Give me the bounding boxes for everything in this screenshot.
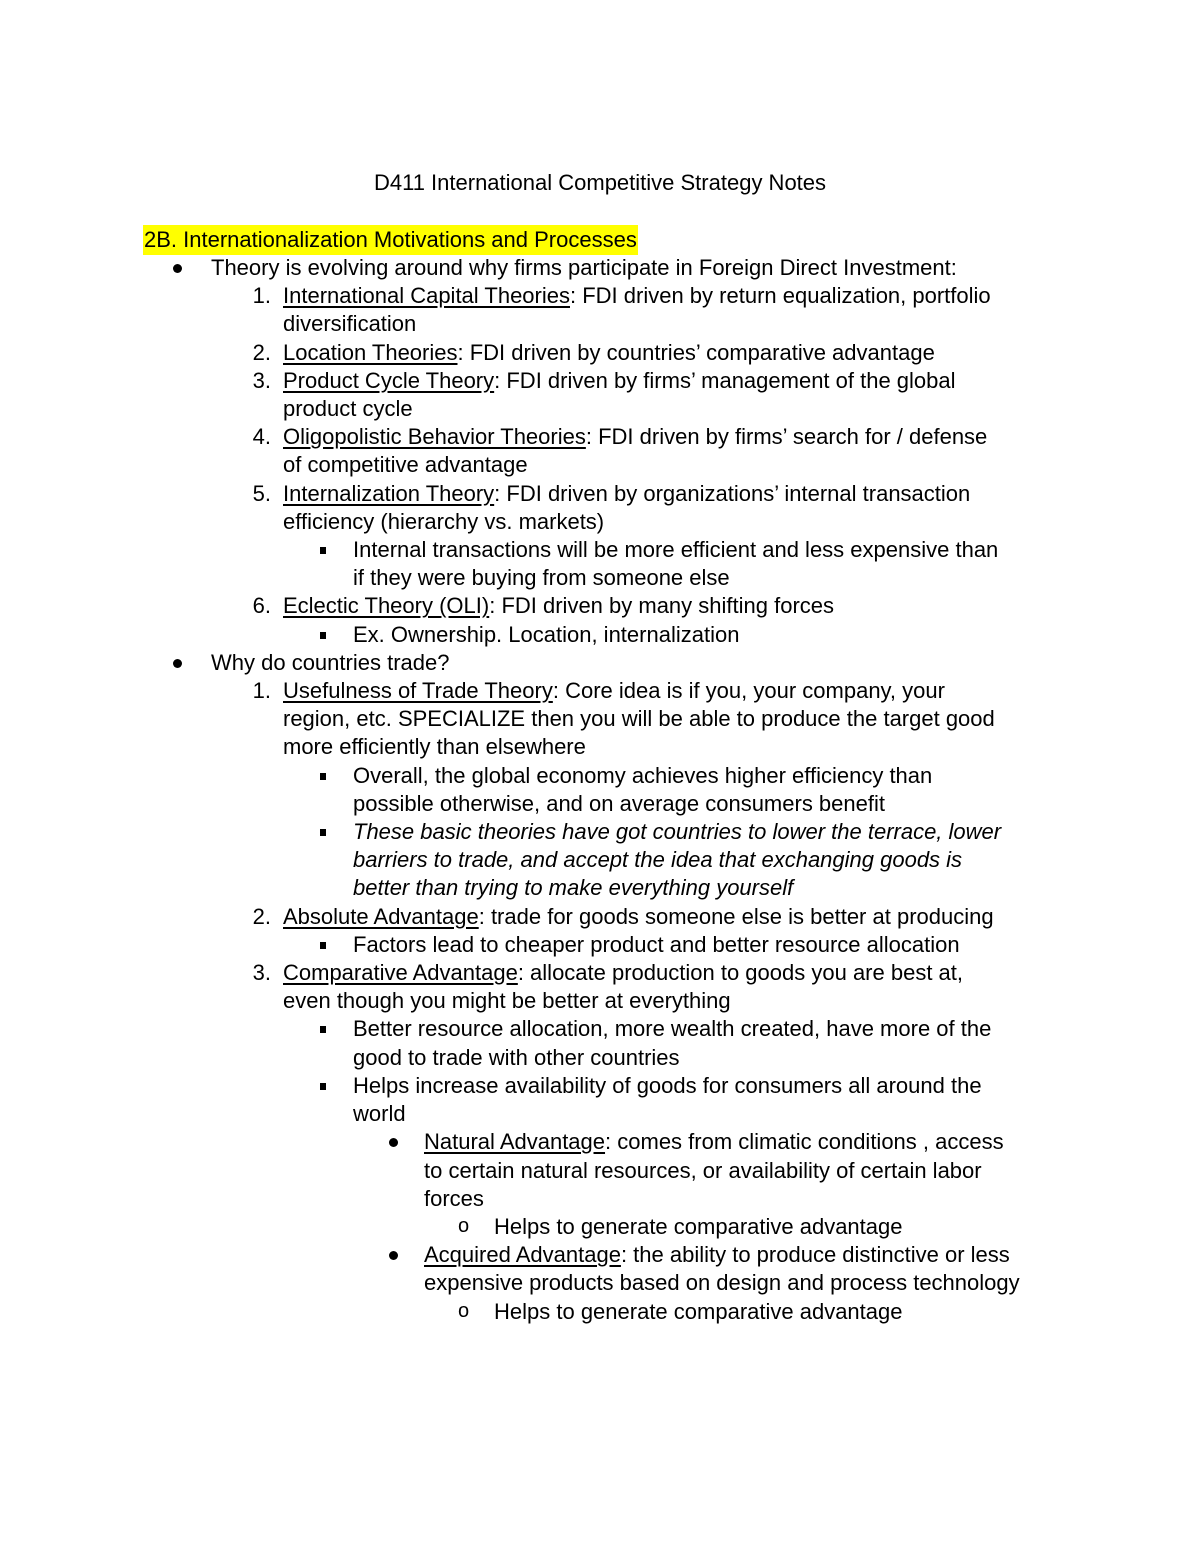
item-text (353, 621, 1080, 649)
item-term: Oligopolistic Behavior Theories (283, 424, 586, 450)
list-item (0, 282, 1200, 338)
list-item (0, 536, 1200, 592)
item-continuation: efficiency (hierarchy vs. markets) (283, 508, 605, 534)
item-text (494, 1298, 1080, 1326)
item-text (283, 367, 1080, 423)
bullet-dot-icon (173, 264, 182, 273)
list-item (0, 621, 1200, 649)
bullet-circle-icon: o (458, 1299, 470, 1322)
item-description: Internal transactions will be more efficient and less expensive than (353, 537, 999, 563)
item-description: : FDI driven by countries’ comparative advantage (457, 339, 935, 365)
item-continuation: even though you might be better at everything (283, 988, 731, 1014)
item-continuation: product cycle (283, 396, 413, 422)
list-item (0, 339, 1200, 367)
list-item (0, 903, 1200, 931)
item-term: Eclectic Theory (OLI) (283, 593, 490, 619)
item-text (283, 592, 1080, 620)
list-item (0, 1128, 1200, 1213)
item-description: Factors lead to cheaper product and better resource allocation (353, 931, 960, 957)
list-number: 1. (252, 283, 271, 309)
item-text (353, 1015, 1080, 1071)
item-text (353, 1072, 1080, 1128)
item-description: Helps to generate comparative advantage (494, 1298, 903, 1324)
item-text (283, 677, 1080, 762)
list-item (0, 423, 1200, 479)
item-term: International Capital Theories (283, 283, 570, 309)
bullet-square-icon (320, 829, 326, 836)
item-continuation: possible otherwise, and on average consumers benefit (353, 790, 885, 816)
item-text (211, 254, 1080, 282)
list-item (0, 592, 1200, 620)
item-text (283, 959, 1080, 1015)
item-text (283, 339, 1080, 367)
item-term: Absolute Advantage (283, 903, 479, 929)
list-item (0, 931, 1200, 959)
item-description: : Core idea is if you, your company, your (552, 678, 945, 704)
item-text (283, 282, 1080, 338)
item-text (283, 480, 1080, 536)
list-item (0, 677, 1200, 762)
item-term: Comparative Advantage (283, 960, 518, 986)
list-item (0, 367, 1200, 423)
item-description: : trade for goods someone else is better at producing (478, 903, 994, 929)
list-number: 3. (252, 960, 271, 986)
item-description: : FDI driven by firms’ management of the global (494, 367, 956, 393)
item-continuation: if they were buying from someone else (353, 565, 730, 591)
bullet-square-icon (320, 1083, 326, 1090)
item-description: : FDI driven by firms’ search for / defense (585, 424, 988, 450)
list-number: 5. (252, 480, 271, 506)
item-text (353, 931, 1080, 959)
item-continuation: to certain natural resources, or availability of certain labor (424, 1157, 982, 1183)
item-continuation: diversification (283, 311, 417, 337)
item-term: Location Theories (283, 339, 458, 365)
item-description: : FDI driven by return equalization, portfolio (570, 283, 991, 309)
item-term: Product Cycle Theory (283, 367, 495, 393)
list-number: 6. (252, 593, 271, 619)
bullet-dot-icon (389, 1138, 398, 1147)
list-item (0, 1015, 1200, 1071)
item-description: Ex. Ownership. Location, internalization (353, 621, 740, 647)
list-item (0, 1072, 1200, 1128)
item-text (353, 762, 1080, 818)
section-heading: 2B. Internationalization Motivations and Processes (143, 225, 638, 255)
item-continuation: region, etc. SPECIALIZE then you will be able to produce the target good (283, 706, 995, 732)
item-text (353, 536, 1080, 592)
item-description: Helps increase availability of goods for consumers all around the (353, 1072, 982, 1098)
item-text (494, 1213, 1080, 1241)
bullet-square-icon (320, 632, 326, 639)
bullet-square-icon (320, 942, 326, 949)
item-text (283, 423, 1080, 479)
item-continuation: barriers to trade, and accept the idea that exchanging goods is (353, 847, 963, 873)
bullet-square-icon (320, 547, 326, 554)
item-continuation: forces (424, 1185, 484, 1211)
item-description: Helps to generate comparative advantage (494, 1213, 903, 1239)
item-term: Natural Advantage (424, 1129, 606, 1155)
item-term: Acquired Advantage (424, 1242, 621, 1268)
document-title: D411 International Competitive Strategy Notes (373, 170, 827, 195)
item-description: : FDI driven by organizations’ internal transaction (494, 480, 971, 506)
item-continuation: better than trying to make everything yourself (353, 875, 794, 901)
item-description: Overall, the global economy achieves higher efficiency than (353, 762, 933, 788)
bullet-square-icon (320, 1026, 326, 1033)
list-item (0, 959, 1200, 1015)
list-item (0, 649, 1200, 677)
item-continuation: expensive products based on design and process technology (424, 1270, 1020, 1296)
item-continuation: good to trade with other countries (353, 1044, 680, 1070)
item-text (211, 649, 1080, 677)
item-description: : FDI driven by many shifting forces (489, 593, 835, 619)
item-continuation: more efficiently than elsewhere (283, 734, 586, 760)
item-continuation: world (353, 1101, 406, 1127)
list-item (0, 1213, 1200, 1241)
item-description: Theory is evolving around why firms participate in Foreign Direct Investment: (211, 255, 957, 280)
item-term: Internalization Theory (283, 480, 495, 506)
list-item (0, 480, 1200, 536)
item-description: Better resource allocation, more wealth created, have more of the (353, 1016, 992, 1042)
list-item (0, 254, 1200, 282)
item-continuation: of competitive advantage (283, 452, 528, 478)
list-number: 3. (252, 367, 271, 393)
list-number: 2. (252, 903, 271, 929)
list-item (0, 1241, 1200, 1297)
item-text (283, 903, 1080, 931)
item-term: Usefulness of Trade Theory (283, 678, 553, 704)
list-number: 2. (252, 339, 271, 365)
item-description: : the ability to produce distinctive or less (620, 1242, 1010, 1268)
bullet-circle-icon: o (458, 1214, 470, 1237)
list-item (0, 818, 1200, 903)
list-item (0, 762, 1200, 818)
item-description: Why do countries trade? (211, 649, 450, 675)
list-number: 4. (252, 424, 271, 450)
item-description: : allocate production to goods you are best at, (517, 960, 964, 986)
notes-list (0, 254, 1200, 1326)
list-item (0, 1298, 1200, 1326)
item-text (424, 1241, 1080, 1297)
bullet-dot-icon (389, 1251, 398, 1260)
item-text (353, 818, 1080, 903)
item-text (424, 1128, 1080, 1213)
list-number: 1. (252, 678, 271, 704)
bullet-square-icon (320, 773, 326, 780)
bullet-dot-icon (173, 659, 182, 668)
item-description: These basic theories have got countries to lower the terrace, lower (353, 819, 1002, 845)
item-description: : comes from climatic conditions , access (605, 1129, 1004, 1155)
